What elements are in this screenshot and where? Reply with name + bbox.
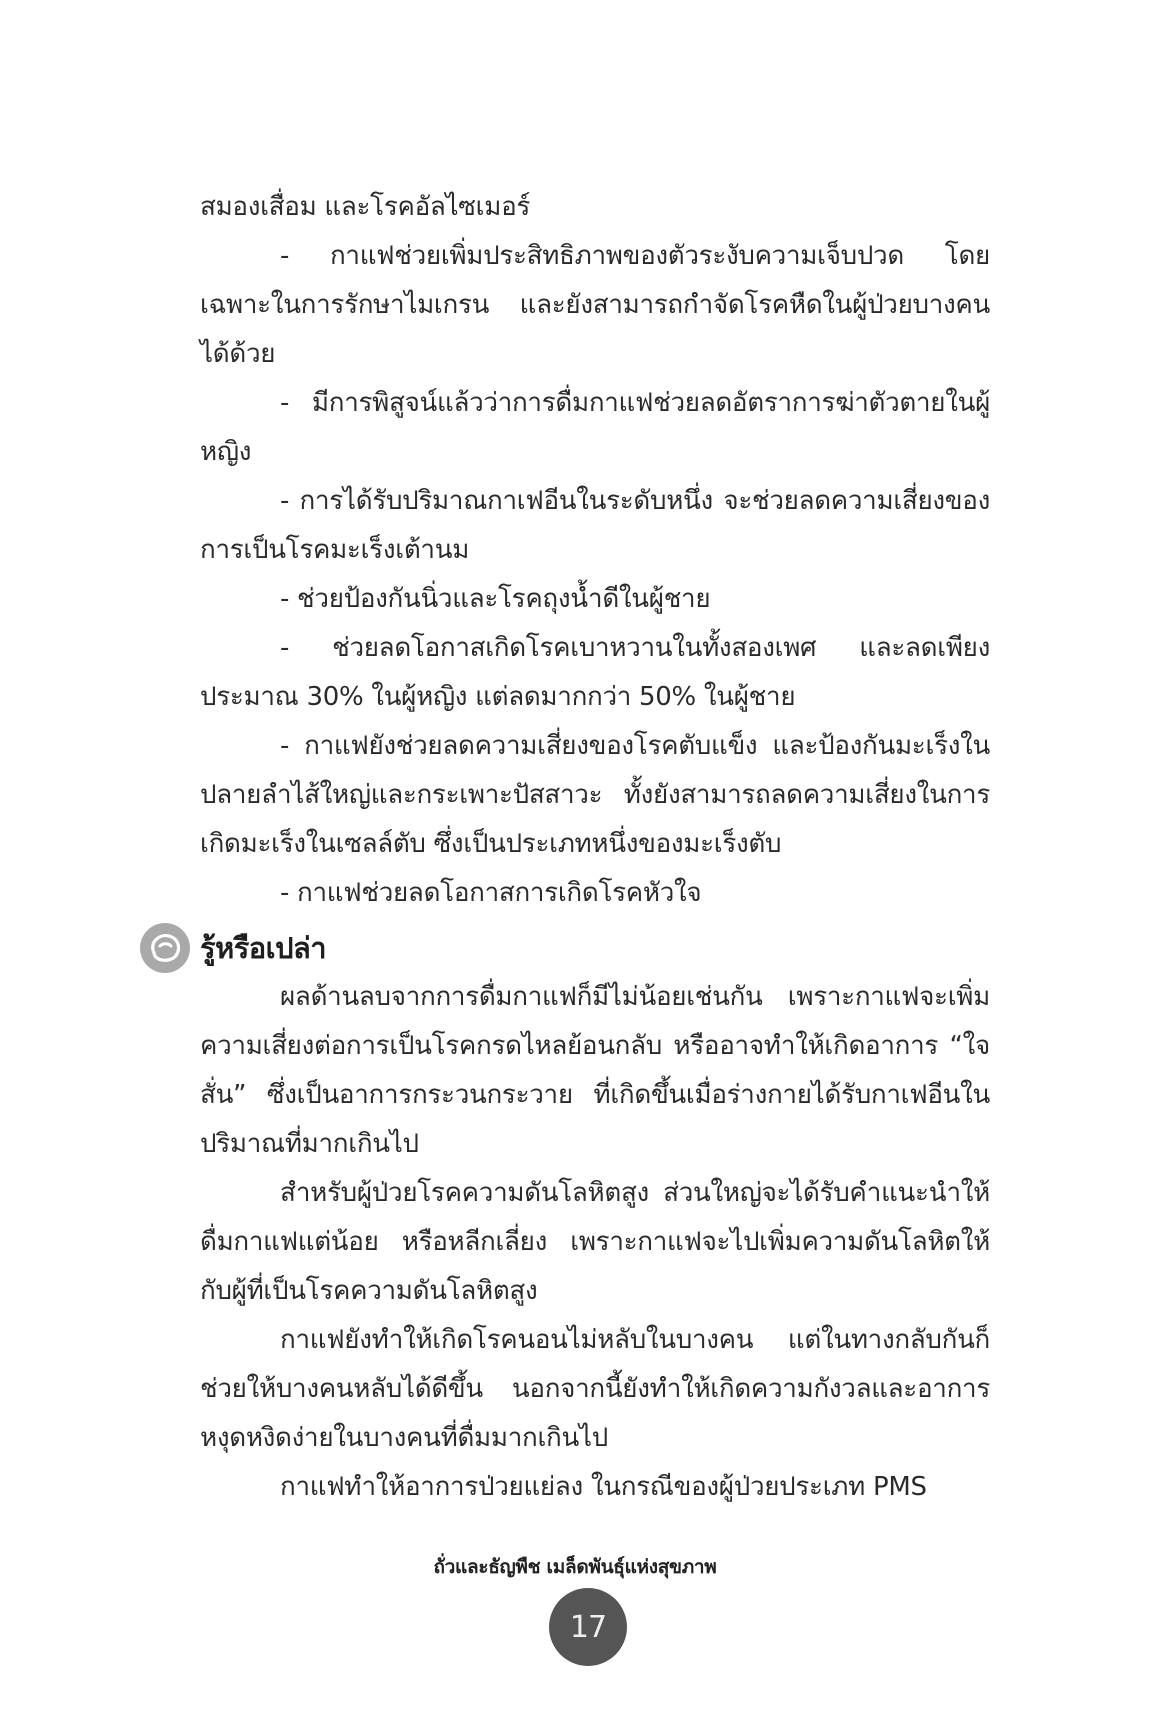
- section-heading: [140, 918, 326, 978]
- paragraph: กาแฟยังทำให้เกิดโรคนอนไม่หลับในบางคน แต่ในทางกลับกันก็ช่วยให้บางคนหลับได้ดีขึ้น นอกจากนี้ยังทำให้เกิดความกังวลและอาการหงุดหงิดง่ายในบางคนที่ดื่มมากเกินไป: [200, 1325, 990, 1453]
- paragraph-bullet: - มีการพิสูจน์แล้วว่าการดื่มกาแฟช่วยลดอัตราการฆ่าตัวตายในผู้หญิง: [200, 388, 990, 467]
- paragraph-bullet: - กาแฟช่วยลดโอกาสการเกิดโรคหัวใจ: [280, 878, 702, 908]
- section-title: รู้หรือเปล่า: [200, 931, 327, 965]
- book-title-footer: ถั่วและธัญพืช เมล็ดพันธุ์แห่งสุขภาพ: [433, 1556, 717, 1578]
- paragraph-bullet: - กาแฟยังช่วยลดความเสี่ยงของโรคตับแข็ง และป้องกันมะเร็งในปลายลำไส้ใหญ่และกระเพาะปัสสาวะ ทั้งยังสามารถลดความเสี่ยงในการเกิดมะเร็งในเซลล์ตับ ซึ่งเป็นประเภทหนึ่งของมะเร็งตับ: [200, 731, 990, 859]
- paragraph-bullet: - ช่วยลดโอกาสเกิดโรคเบาหวานในทั้งสองเพศ และลดเพียงประมาณ 30% ในผู้หญิง แต่ลดมากกว่า 50% ในผู้ชาย: [200, 633, 990, 712]
- paragraph-bullet: - กาแฟช่วยเพิ่มประสิทธิภาพของตัวระงับความเจ็บปวด โดยเฉพาะในการรักษาไมเกรน และยังสามารถกำจัดโรคหืดในผู้ป่วยบางคนได้ด้วย: [200, 241, 990, 369]
- paragraph: กาแฟทำให้อาการป่วยแย่ลง ในกรณีของผู้ป่วยประเภท PMS: [280, 1472, 927, 1502]
- page-number: 17: [569, 1609, 607, 1645]
- paragraph: ผลด้านลบจากการดื่มกาแฟก็มีไม่น้อยเช่นกัน เพราะกาแฟจะเพิ่มความเสี่ยงต่อการเป็นโรคกรดไหลย้อนกลับ หรืออาจทำให้เกิดอาการ “ใจสั่น” ซึ่งเป็นอาการกระวนกระวาย ที่เกิดขึ้นเมื่อร่างกายได้รับกาเฟอีนในปริมาณที่มากเกินไป: [200, 982, 990, 1159]
- body-text-bottom: [200, 973, 990, 1512]
- paragraph: สำหรับผู้ป่วยโรคความดันโลหิตสูง ส่วนใหญ่จะได้รับคำแนะนำให้ดื่มกาแฟแต่น้อย หรือหลีกเลี่ยง เพราะกาแฟจะไปเพิ่มความดันโลหิตให้กับผู้ที่เป็นโรคความดันโลหิตสูง: [200, 1178, 990, 1306]
- bean-icon: [140, 923, 190, 973]
- paragraph-bullet: - การได้รับปริมาณกาเฟอีนในระดับหนึ่ง จะช่วยลดความเสี่ยงของการเป็นโรคมะเร็งเต้านม: [200, 486, 990, 565]
- body-text-top: [200, 183, 990, 918]
- paragraph-continuation: สมองเสื่อม และโรคอัลไซเมอร์: [200, 192, 531, 222]
- page-number-badge: [549, 1588, 627, 1666]
- paragraph-bullet: - ช่วยป้องกันนิ่วและโรคถุงน้ำดีในผู้ชาย: [280, 584, 711, 614]
